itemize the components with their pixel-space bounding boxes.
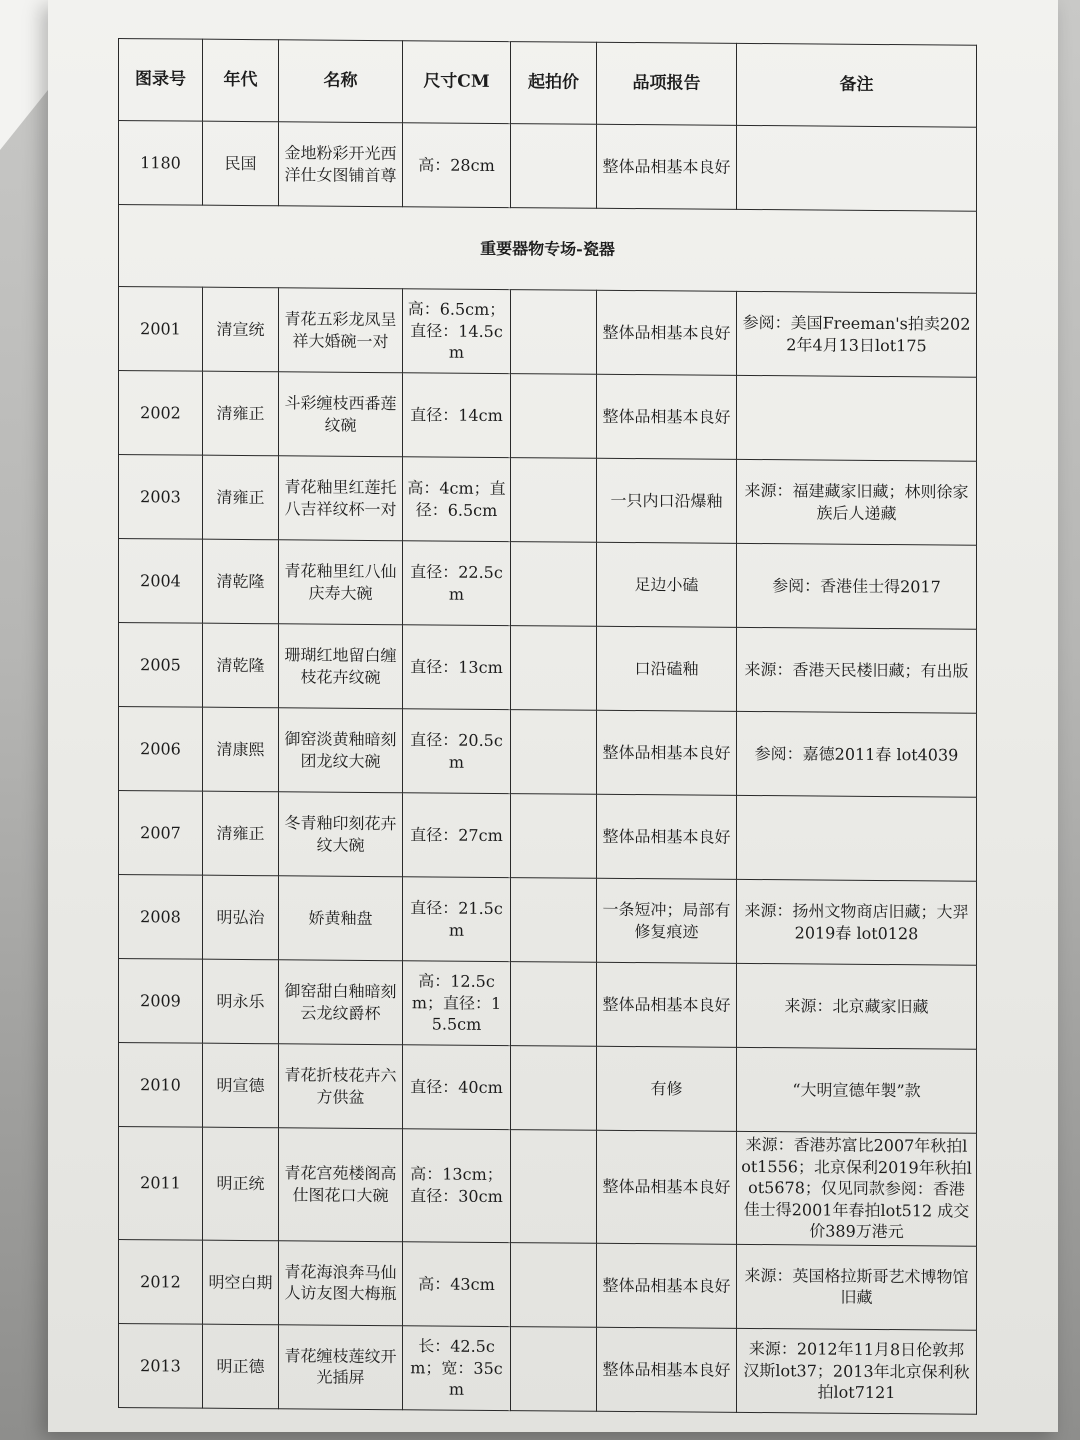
cell-report: 一条短冲；局部有修复痕迹 xyxy=(597,878,737,963)
cell-lot: 2003 xyxy=(119,455,203,540)
cell-name: 青花釉里红莲托八吉祥纹杯一对 xyxy=(279,456,403,541)
cell-lot: 1180 xyxy=(119,121,203,206)
cell-price xyxy=(511,878,597,963)
cell-price xyxy=(511,626,597,711)
cell-price xyxy=(511,374,597,459)
cell-price xyxy=(511,542,597,627)
cell-lot: 2010 xyxy=(119,1043,203,1128)
cell-era: 清雍正 xyxy=(203,455,279,540)
cell-size: 高：12.5cm；直径：15.5cm xyxy=(403,961,511,1046)
cell-era: 明永乐 xyxy=(203,959,279,1044)
header-start-price: 起拍价 xyxy=(511,42,597,125)
cell-report: 整体品相基本良好 xyxy=(597,1243,737,1328)
cell-lot: 2002 xyxy=(119,371,203,456)
cell-report: 整体品相基本良好 xyxy=(597,794,737,879)
cell-note: 来源：扬州文物商店旧藏；大羿2019春 lot0128 xyxy=(737,879,977,965)
cell-lot: 2013 xyxy=(119,1323,203,1408)
table-row xyxy=(119,1127,977,1247)
cell-lot: 2005 xyxy=(119,623,203,708)
cell-era: 清康熙 xyxy=(203,707,279,792)
cell-size: 高：28cm xyxy=(403,123,511,208)
cell-note: 参阅：嘉德2011春 lot4039 xyxy=(737,711,977,797)
cell-size: 高：4cm；直径：6.5cm xyxy=(403,457,511,542)
cell-era: 明正德 xyxy=(203,1324,279,1409)
cell-name: 冬青釉印刻花卉纹大碗 xyxy=(279,792,403,877)
cell-size: 直径：40cm xyxy=(403,1045,511,1130)
cell-note: 来源：英国格拉斯哥艺术博物馆旧藏 xyxy=(737,1244,977,1330)
cell-size: 直径：20.5cm xyxy=(403,709,511,794)
cell-name: 青花缠枝莲纹开光插屏 xyxy=(279,1325,403,1410)
cell-name: 珊瑚红地留白缠枝花卉纹碗 xyxy=(279,624,403,709)
cell-report: 整体品相基本良好 xyxy=(597,1130,737,1244)
cell-name: 御窑甜白釉暗刻云龙纹爵杯 xyxy=(279,960,403,1045)
table-row xyxy=(119,1323,977,1414)
cell-price xyxy=(511,124,597,209)
cell-report: 有修 xyxy=(597,1046,737,1131)
cell-size: 高：6.5cm；直径：14.5cm xyxy=(403,289,511,374)
cell-price xyxy=(511,1046,597,1131)
cell-price xyxy=(511,794,597,879)
cell-size: 直径：14cm xyxy=(403,373,511,458)
header-era: 年代 xyxy=(203,39,279,122)
cell-price xyxy=(511,1243,597,1328)
cell-name: 青花釉里红八仙庆寿大碗 xyxy=(279,540,403,625)
cell-name: 斗彩缠枝西番莲纹碗 xyxy=(279,372,403,457)
cell-report: 一只内口沿爆釉 xyxy=(597,458,737,543)
cell-note: 参阅：美国Freeman's拍卖2022年4月13日lot175 xyxy=(737,291,977,377)
cell-report: 足边小磕 xyxy=(597,542,737,627)
header-size: 尺寸CM xyxy=(403,41,511,124)
cell-report: 整体品相基本良好 xyxy=(597,374,737,459)
cell-lot: 2007 xyxy=(119,791,203,876)
cell-price xyxy=(511,290,597,375)
table-row xyxy=(119,875,977,966)
cell-era: 明宣德 xyxy=(203,1043,279,1128)
cell-size: 直径：27cm xyxy=(403,793,511,878)
cell-note: “大明宣德年製”款 xyxy=(737,1047,977,1133)
cell-report: 整体品相基本良好 xyxy=(597,962,737,1047)
table-row xyxy=(119,791,977,882)
cell-size: 直径：13cm xyxy=(403,625,511,710)
cell-report: 整体品相基本良好 xyxy=(597,124,737,209)
table-row xyxy=(119,455,977,546)
cell-lot: 2008 xyxy=(119,875,203,960)
table-row xyxy=(119,121,977,212)
cell-note xyxy=(737,375,977,461)
table-row xyxy=(119,1239,977,1330)
cell-price xyxy=(511,1327,597,1412)
cell-price xyxy=(511,962,597,1047)
catalog-table xyxy=(118,38,977,1415)
cell-lot: 2006 xyxy=(119,707,203,792)
cell-size: 高：43cm xyxy=(403,1242,511,1327)
cell-name: 金地粉彩开光西洋仕女图铺首尊 xyxy=(279,122,403,207)
cell-note: 来源：香港苏富比2007年秋拍lot1556；北京保利2019年秋拍lot5678；仅见同款参阅：香港佳士得2001年春拍lot512 成交价389万港元 xyxy=(737,1131,977,1246)
header-name: 名称 xyxy=(279,40,403,123)
cell-note xyxy=(737,125,977,211)
cell-name: 娇黄釉盘 xyxy=(279,876,403,961)
section-title: 重要器物专场-瓷器 xyxy=(119,205,977,294)
cell-size: 直径：21.5cm xyxy=(403,877,511,962)
cell-price xyxy=(511,458,597,543)
cell-note: 来源：福建藏家旧藏；林则徐家族后人递藏 xyxy=(737,459,977,545)
cell-report: 整体品相基本良好 xyxy=(597,710,737,795)
cell-era: 明弘治 xyxy=(203,875,279,960)
cell-era: 明空白期 xyxy=(203,1240,279,1325)
section-row xyxy=(119,205,977,294)
cell-era: 明正统 xyxy=(203,1127,279,1241)
cell-note: 来源：2012年11月8日伦敦邦汉斯lot37；2013年北京保利秋拍lot7121 xyxy=(737,1328,977,1414)
cell-report: 整体品相基本良好 xyxy=(597,290,737,375)
cell-lot: 2001 xyxy=(119,287,203,372)
cell-lot: 2012 xyxy=(119,1239,203,1324)
cell-note: 来源：北京藏家旧藏 xyxy=(737,963,977,1049)
cell-price xyxy=(511,710,597,795)
header-note: 备注 xyxy=(737,43,977,127)
cell-size: 直径：22.5cm xyxy=(403,541,511,626)
cell-name: 青花宫苑楼阁高仕图花口大碗 xyxy=(279,1128,403,1242)
table-row xyxy=(119,371,977,462)
cell-era: 清雍正 xyxy=(203,791,279,876)
cell-era: 清雍正 xyxy=(203,371,279,456)
cell-note xyxy=(737,795,977,881)
table-row xyxy=(119,539,977,630)
cell-name: 青花五彩龙凤呈祥大婚碗一对 xyxy=(279,288,403,373)
cell-note: 来源：香港天民楼旧藏；有出版 xyxy=(737,627,977,713)
cell-size: 长：42.5cm；宽：35cm xyxy=(403,1326,511,1411)
cell-era: 清乾隆 xyxy=(203,539,279,624)
cell-lot: 2011 xyxy=(119,1127,203,1241)
header-row xyxy=(119,39,977,128)
table-row xyxy=(119,959,977,1050)
cell-lot: 2004 xyxy=(119,539,203,624)
header-lot: 图录号 xyxy=(119,39,203,122)
cell-name: 御窑淡黄釉暗刻团龙纹大碗 xyxy=(279,708,403,793)
cell-note: 参阅：香港佳士得2017 xyxy=(737,543,977,629)
cell-era: 清宣统 xyxy=(203,287,279,372)
cell-report: 口沿磕釉 xyxy=(597,626,737,711)
cell-size: 高：13cm；直径：30cm xyxy=(403,1129,511,1243)
cell-era: 民国 xyxy=(203,121,279,206)
cell-era: 清乾隆 xyxy=(203,623,279,708)
table-row xyxy=(119,707,977,798)
table-row xyxy=(119,623,977,714)
cell-report: 整体品相基本良好 xyxy=(597,1327,737,1412)
table-row xyxy=(119,1043,977,1134)
cell-name: 青花海浪奔马仙人访友图大梅瓶 xyxy=(279,1241,403,1326)
table-row xyxy=(119,287,977,378)
cell-lot: 2009 xyxy=(119,959,203,1044)
header-report: 品项报告 xyxy=(597,42,737,125)
cell-price xyxy=(511,1130,597,1244)
cell-name: 青花折枝花卉六方供盆 xyxy=(279,1044,403,1129)
